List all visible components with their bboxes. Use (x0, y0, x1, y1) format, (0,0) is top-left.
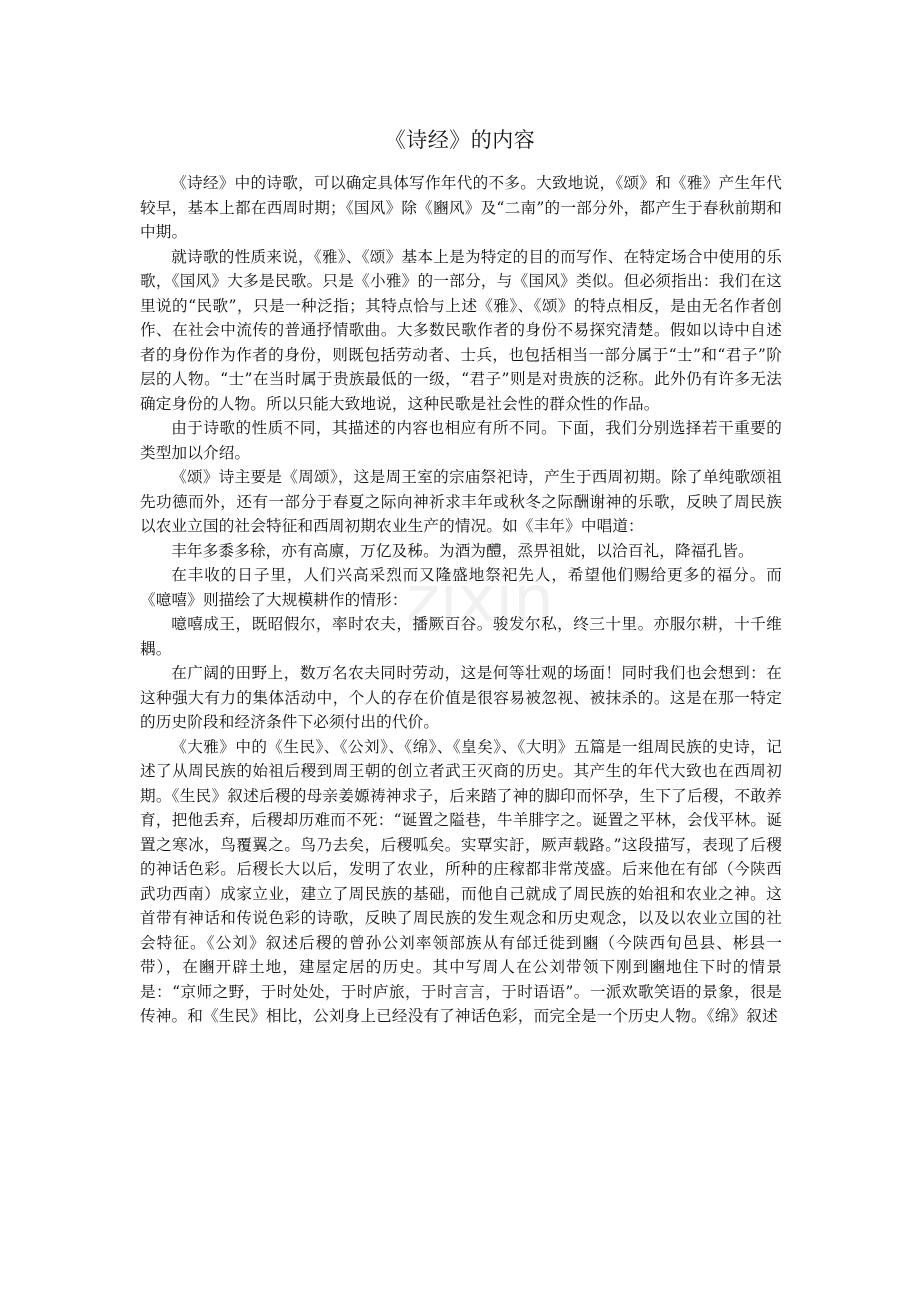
paragraph: 《诗经》中的诗歌，可以确定具体写作年代的不多。大致地说，《颂》和《雅》产生年代较早，基本上都在西周时期；《国风》除《豳风》及“二南”的一部分外，都产生于春秋前期和中期。 (140, 174, 782, 241)
paragraph: 由于诗歌的性质不同，其描述的内容也相应有所不同。下面，我们分别选择若干重要的类型加以介绍。 (140, 419, 782, 462)
quoted-verse: 噫嘻成王，既昭假尔，率时农夫，播厥百谷。骏发尔私，终三十里。亦服尔耕，十千维耦。 (140, 615, 782, 658)
paragraph: 《大雅》中的《生民》、《公刘》、《绵》、《皇矣》、《大明》五篇是一组周民族的史诗，记述了从周民族的始祖后稷到周王朝的创立者武王灭商的历史。其产生的年代大致也在西周初期。《生民》叙述后稷的母亲姜嫄祷神求子，后来踏了神的脚印而怀孕，生下了后稷，不敢养育，把他丢弃，后稷却历难而不死：“诞置之隘巷，牛羊腓字之。诞置之平林，会伐平林。诞置之寒冰，鸟覆翼之。鸟乃去矣，后稷呱矣。实覃实訏，厥声载路。”这段描写，表现了后稷的神话色彩。后稷长大以后，发明了农业，所种的庄稼都非常茂盛。后来他在有邰（今陕西武功西南）成家立业，建立了周民族的基础，而他自己就成了周民族的始祖和农业之神。这首带有神话和传说色彩的诗歌，反映了周民族的发生观念和历史观念，以及以农业立国的社会特征。《公刘》叙述后稷的曾孙公刘率领部族从有邰迁徙到豳（今陕西旬邑县、彬县一带），在豳开辟土地，建屋定居的历史。其中写周人在公刘带领下刚到豳地住下时的情景是：“京师之野，于时处处，于时庐旅，于时言言，于时语语”。一派欢歌笑语的景象，很是传神。和《生民》相比，公刘身上已经没有了神话色彩，而完全是一个历史人物。《绵》叙述 (140, 737, 782, 1025)
paragraph: 在广阔的田野上，数万名农夫同时劳动，这是何等壮观的场面！同时我们也会想到：在这种强大有力的集体活动中，个人的存在价值是很容易被忽视、被抹杀的。这是在那一特定的历史阶段和经济条件下必须付出的代价。 (140, 664, 782, 731)
paragraph: 就诗歌的性质来说，《雅》、《颂》基本上是为特定的目的而写作、在特定场合中使用的乐歌，《国风》大多是民歌。只是《小雅》的一部分，与《国风》类似。但必须指出：我们在这里说的“民歌”，只是一种泛指；其特点恰与上述《雅》、《颂》的特点相反，是由无名作者创作、在社会中流传的普通抒情歌曲。大多数民歌作者的身份不易探究清楚。假如以诗中自述者的身份作为作者的身份，则既包括劳动者、士兵，也包括相当一部分属于“士”和“君子”阶层的人物。“士”在当时属于贵族最低的一级，“君子”则是对贵族的泛称。此外仍有许多无法确定身份的人物。所以只能大致地说，这种民歌是社会性的群众性的作品。 (140, 247, 782, 413)
paragraph: 在丰收的日子里，人们兴高采烈而又隆盛地祭祀先人，希望他们赐给更多的福分。而《噫嘻》则描绘了大规模耕作的情形： (140, 566, 782, 609)
paragraph: 《颂》诗主要是《周颂》，这是周王室的宗庙祭祀诗，产生于西周初期。除了单纯歌颂祖先功德而外，还有一部分于春夏之际向神祈求丰年或秋冬之际酬谢神的乐歌，反映了周民族以农业立国的社会特征和西周初期农业生产的情况。如《丰年》中唱道： (140, 468, 782, 535)
watermark: zixin (406, 563, 554, 637)
quoted-verse: 丰年多黍多稌，亦有高廪，万亿及秭。为酒为醴，烝畀祖妣，以洽百礼，降福孔皆。 (171, 541, 754, 560)
page-title: 《诗经》的内容 (384, 128, 536, 152)
document-body (140, 171, 782, 1029)
